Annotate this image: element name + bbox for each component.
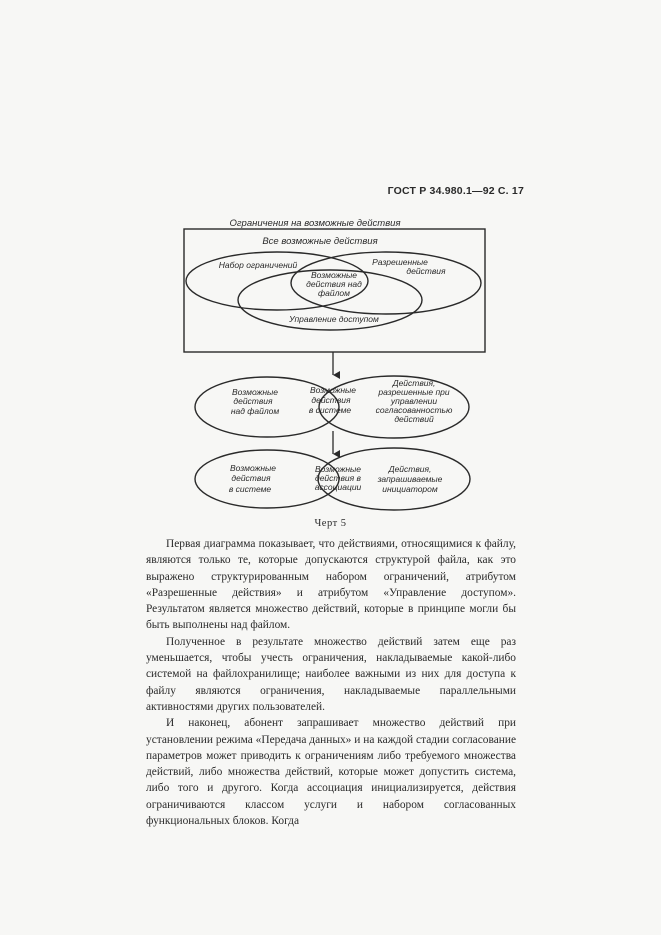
permitted-label-2: действия: [406, 266, 446, 276]
row3-left-line3: в системе: [228, 484, 272, 494]
all-actions-label: Все возможные действия: [262, 236, 378, 247]
center-label-2: действия над: [306, 279, 362, 289]
row2-mid-line3: в системе: [308, 405, 352, 415]
row2-mid-line2: действия: [311, 395, 351, 405]
body-text: [146, 536, 516, 829]
row2-left-line1: Возможные: [231, 387, 279, 397]
row3-mid-line3: ассоциации: [314, 482, 362, 492]
running-head: ГОСТ Р 34.980.1—92 С. 17: [387, 185, 524, 197]
row2-left-line3: над файлом: [230, 406, 280, 416]
row3-mid-line2: действия в: [315, 473, 361, 483]
constraints-label: Набор ограничений: [218, 260, 298, 270]
row3-mid-line1: Возможные: [314, 464, 362, 474]
row3-right-line3: инициатором: [382, 484, 438, 494]
row2-right-line4: согласованностью: [375, 405, 453, 415]
paragraph-1: Первая диаграмма показывает, что действиями, относящимися к файлу, являются только те, которые допускаются структурой файла, как это выражено структурированным набором ограничений, атрибутом «Разрешенные действия» и атрибутом «Управление доступом». Результатом является множество действий, которые в принципе могли бы быть выполнены над файлом.: [146, 538, 516, 632]
center-label-3: файлом: [318, 288, 350, 298]
row2-right-line2: разрешенные при: [378, 387, 450, 397]
row3-left-line2: действия: [231, 473, 271, 483]
row3-right-line1: Действия,: [388, 464, 432, 474]
figure-caption: Черт 5: [314, 518, 347, 529]
permitted-label-1: Разрешенные: [372, 257, 428, 267]
row2-left-line2: действия: [233, 396, 273, 406]
row2-mid-line1: Возможные: [309, 385, 357, 395]
row2-right-line5: действий: [394, 414, 434, 424]
diagram-title: Ограничения на возможные действия: [229, 218, 401, 229]
paragraph-2: Полученное в результате множество действий затем еще раз уменьшается, чтобы учесть ограничения, накладываемые какой-либо системой на файлохранилище; наиболее важными из них для доступа к файлу являются ограничения, накладываемые параллельными активностями других пользователей.: [146, 635, 516, 713]
row2-right-line1: Действия,: [392, 378, 436, 388]
row3-left-line1: Возможные: [229, 463, 277, 473]
row3-right-line2: запрашиваемые: [377, 474, 443, 484]
paragraph-3: И наконец, абонент запрашивает множество действий при установлении режима «Передача данных» и на каждой стадии согласование параметров может приводить к ограничениям либо требуемого множества действий, либо множества действий, которые может допустить система, либо того и другого. Когда ассоциация инициализируется, действия ограничиваются классом услуги и набором согласованных функциональных блоков. Когда: [146, 717, 516, 828]
row2-right-line3: управлении: [390, 396, 438, 406]
center-label-1: Возможные: [310, 270, 358, 280]
access-control-label: Управление доступом: [289, 314, 379, 324]
